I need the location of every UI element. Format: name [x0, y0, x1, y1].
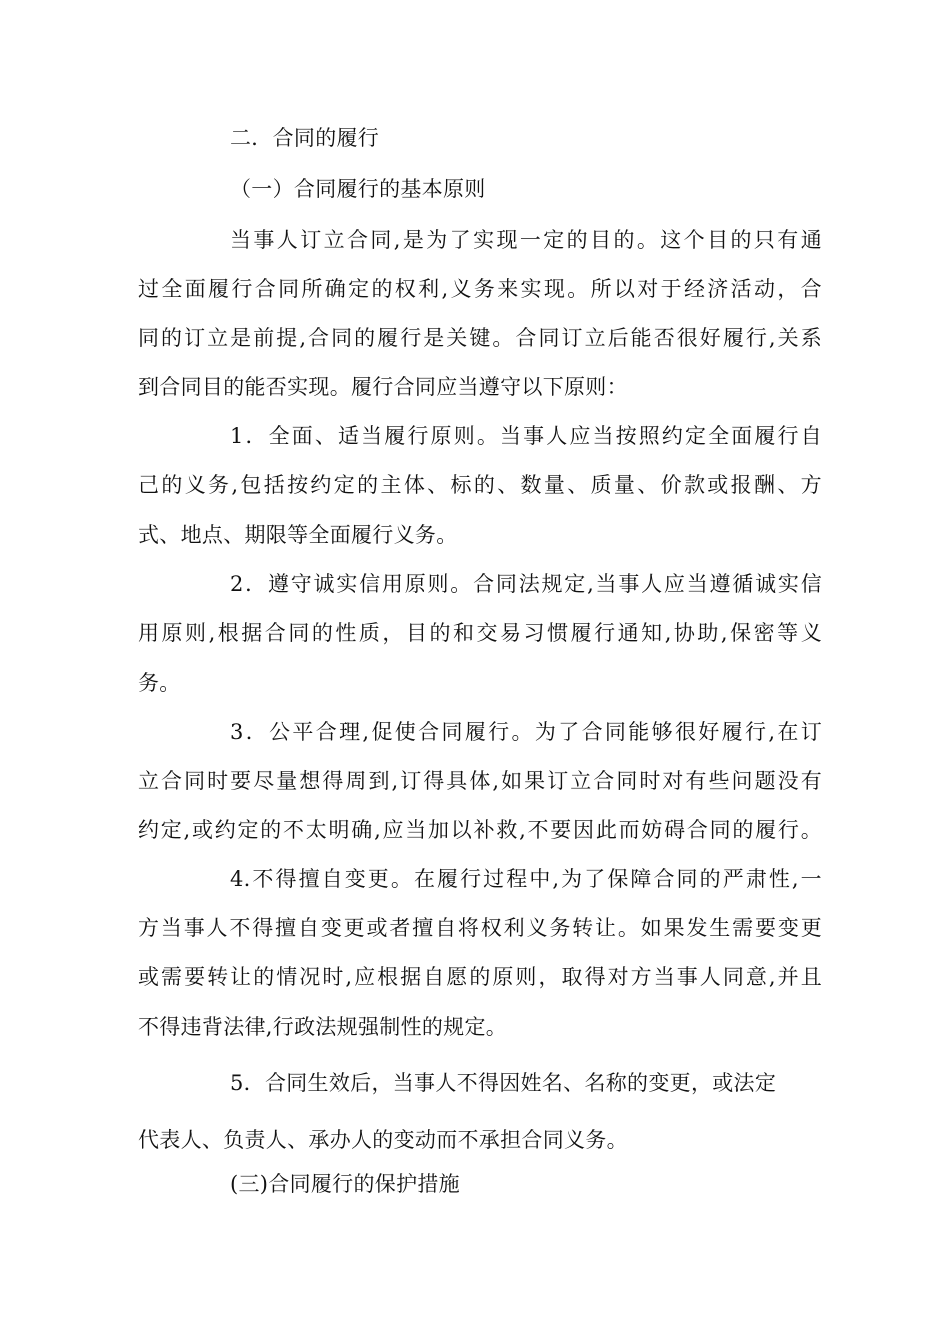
subheading-basic-principles: （一）合同履行的基本原则 — [230, 177, 486, 201]
principle-1-line-2: 己的义务,包括按约定的主体、标的、数量、质量、价款或报酬、方 — [138, 473, 822, 497]
intro-line-4: 到合同目的能否实现。履行合同应当遵守以下原则： — [138, 375, 628, 399]
principle-4-line-2: 方当事人不得擅自变更或者擅自将权利义务转让。如果发生需要变更 — [138, 916, 822, 940]
intro-line-3: 同的订立是前提,合同的履行是关键。合同订立后能否很好履行,关系 — [138, 326, 822, 350]
section-heading: 二．合同的履行 — [230, 126, 380, 150]
principle-4-line-1: 4.不得擅自变更。在履行过程中,为了保障合同的严肃性,一 — [230, 867, 822, 891]
principle-2-line-2: 用原则,根据合同的性质，目的和交易习惯履行通知,协助,保密等义 — [138, 621, 822, 645]
principle-3-line-1: 3．公平合理,促使合同履行。为了合同能够很好履行,在订 — [230, 720, 822, 744]
principle-3-line-2: 立合同时要尽量想得周到,订得具体,如果订立合同时对有些问题没有 — [138, 769, 822, 793]
principle-4-line-4: 不得违背法律,行政法规强制性的规定。 — [138, 1015, 508, 1039]
principle-2-line-3: 务。 — [138, 671, 181, 695]
principle-2-line-1: 2．遵守诚实信用原则。合同法规定,当事人应当遵循诚实信 — [230, 572, 822, 596]
intro-line-1: 当事人订立合同,是为了实现一定的目的。这个目的只有通 — [230, 228, 822, 252]
principle-1-line-3: 式、地点、期限等全面履行义务。 — [138, 523, 458, 547]
principle-3-line-3: 约定,或约定的不太明确,应当加以补救,不要因此而妨碍合同的履行。 — [138, 818, 822, 842]
principle-5-line-2: 代表人、负责人、承办人的变动而不承担合同义务。 — [138, 1128, 628, 1152]
principle-1-line-1: 1．全面、适当履行原则。当事人应当按照约定全面履行自 — [230, 424, 822, 448]
subheading-protection-measures: (三)合同履行的保护措施 — [230, 1172, 460, 1196]
principle-4-line-3: 或需要转让的情况时,应根据自愿的原则，取得对方当事人同意,并且 — [138, 965, 822, 989]
principle-5-line-1: 5．合同生效后，当事人不得因姓名、名称的变更，或法定 — [230, 1071, 777, 1095]
intro-line-2: 过全面履行合同所确定的权利,义务来实现。所以对于经济活动，合 — [138, 277, 822, 301]
